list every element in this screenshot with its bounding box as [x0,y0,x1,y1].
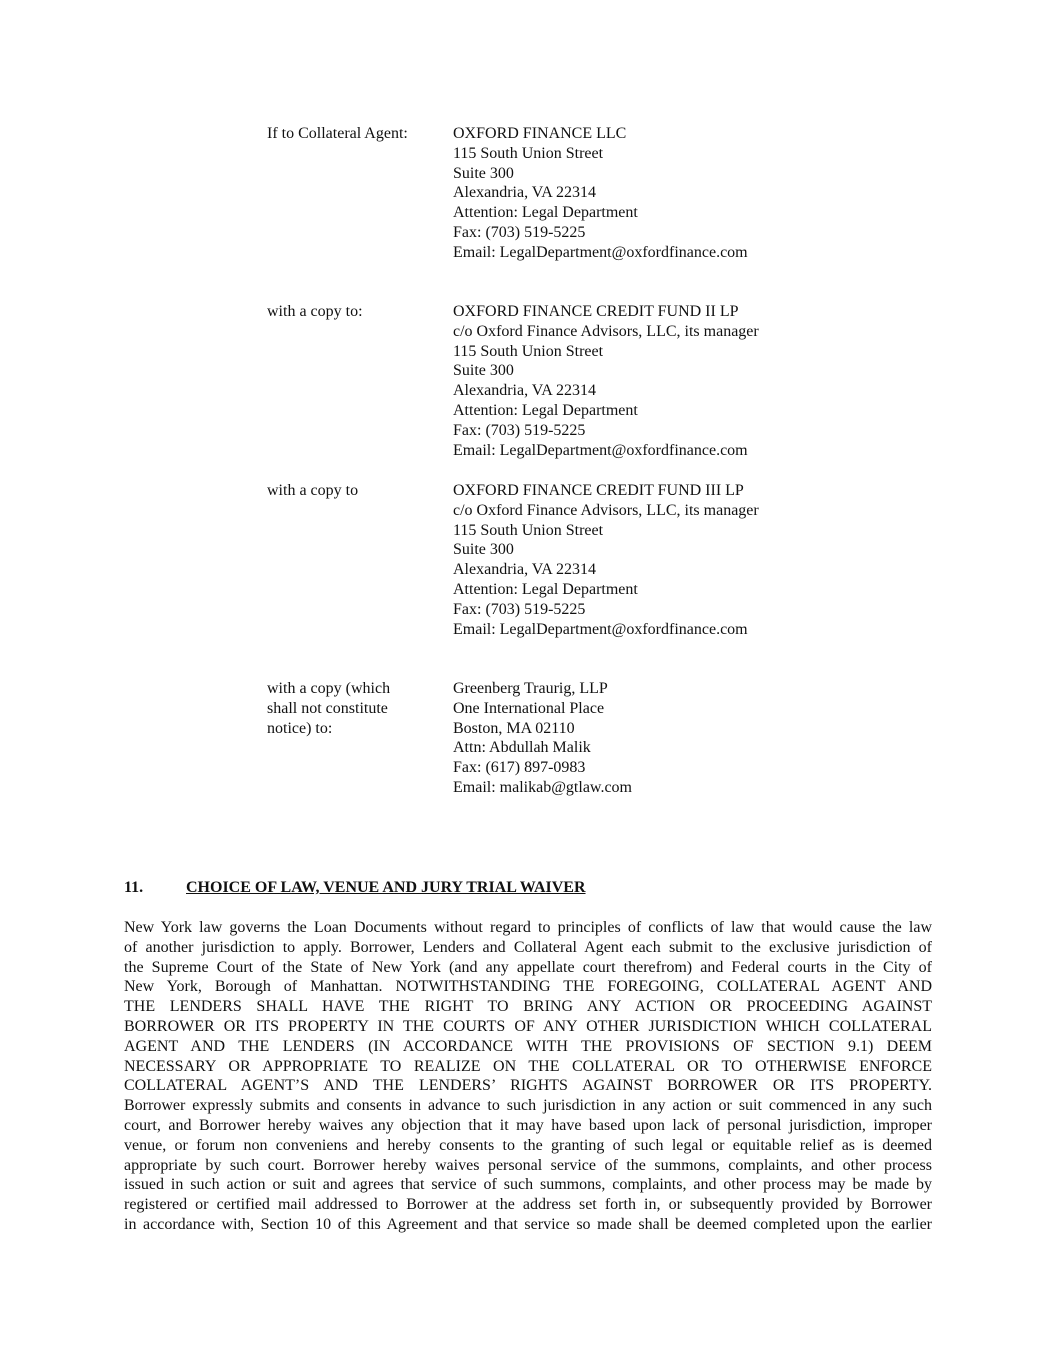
notice-label-line: with a copy (which [267,680,391,697]
address-line: Email: LegalDepartment@oxfordfinance.com [453,441,748,459]
address-line: 115 South Union Street [453,144,604,162]
paragraph-line: NECESSARY OR APPROPRIATE TO REALIZE ON THE COLLATERAL OR TO OTHERWISE ENFORCE [124,1057,932,1075]
notice-label [267,679,453,798]
paragraph-line: COLLATERAL AGENT’S AND THE LENDERS’ RIGHTS AGAINST BORROWER OR ITS PROPERTY. [124,1077,932,1095]
section-body-paragraph [124,918,932,1235]
address-line: OXFORD FINANCE CREDIT FUND II LP [453,303,739,320]
notice-label [267,124,453,263]
address-line: Attn: Abdullah Malik [453,739,591,757]
address-line: Attention: Legal Department [453,401,638,419]
address-line: Email: LegalDepartment@oxfordfinance.com [453,243,748,261]
paragraph-line: issued in such action or suit and agrees that service of such summons, complaints, and other process may be made by [124,1176,932,1194]
section-title: CHOICE OF LAW, VENUE AND JURY TRIAL WAIVER [186,879,586,896]
notice-block-collateral-agent [267,124,887,263]
address-line: Alexandria, VA 22314 [453,561,596,579]
address-line: 115 South Union Street [453,521,604,539]
notice-label-line: If to Collateral Agent: [267,125,408,142]
paragraph-line: registered or certified mail addressed to Borrower at the address set forth in, or subsequently provided by Borrower [124,1196,932,1214]
notice-address [453,481,887,639]
address-line: c/o Oxford Finance Advisors, LLC, its manager [453,501,759,519]
address-line: One International Place [453,699,605,717]
address-line: Greenberg Traurig, LLP [453,680,608,697]
address-line: Alexandria, VA 22314 [453,184,596,202]
address-line: Alexandria, VA 22314 [453,382,596,400]
paragraph-line: venue, or forum non conveniens and hereby consents to the granting of such legal or equitable relief as is deemed [124,1136,932,1154]
section-heading [124,878,586,898]
paragraph-line: court, and Borrower hereby waives any objection that it may have based upon lack of personal jurisdiction, improper [124,1116,932,1134]
address-line: Attention: Legal Department [453,580,638,598]
section-number: 11. [124,879,144,896]
notice-address [453,302,887,460]
address-line: Suite 300 [453,541,514,559]
address-line: Fax: (703) 519-5225 [453,223,586,241]
paragraph-line: in accordance with, Section 10 of this Agreement and that service so made shall be deemed completed upon the earlier [124,1215,932,1233]
address-line: 115 South Union Street [453,342,604,360]
address-line: Fax: (617) 897-0983 [453,759,586,777]
paragraph-line: the Supreme Court of the State of New York (and any appellate court therefrom) and Federal courts in the City of [124,958,932,976]
address-line: Email: LegalDepartment@oxfordfinance.com [453,620,748,638]
notice-label [267,481,453,639]
notice-label-line: with a copy to: [267,303,363,320]
address-line: c/o Oxford Finance Advisors, LLC, its manager [453,322,759,340]
address-line: Attention: Legal Department [453,204,638,222]
address-line: Suite 300 [453,362,514,380]
paragraph-line: New York law governs the Loan Documents without regard to principles of conflicts of law that would cause the law [124,919,932,936]
notice-label-line: notice) to: [267,719,333,737]
paragraph-line: New York, Borough of Manhattan. NOTWITHSTANDING THE FOREGOING, COLLATERAL AGENT AND [124,978,932,996]
paragraph-line: Borrower expressly submits and consents in advance to such jurisdiction in any action or suit commenced in any such [124,1097,932,1115]
paragraph-line: appropriate by such court. Borrower hereby waives personal service of the summons, complaints, and other process [124,1156,932,1174]
address-line: OXFORD FINANCE CREDIT FUND III LP [453,482,744,499]
notice-label [267,302,453,460]
address-line: Boston, MA 02110 [453,719,575,737]
address-line: Suite 300 [453,164,514,182]
notice-label-line: shall not constitute [267,699,388,717]
address-line: Fax: (703) 519-5225 [453,421,586,439]
notice-address [453,124,887,263]
address-line: Fax: (703) 519-5225 [453,600,586,618]
paragraph-line: of another jurisdiction to apply. Borrower, Lenders and Collateral Agent each submit to the exclusive jurisdiction of [124,938,932,956]
paragraph-line: THE LENDERS SHALL HAVE THE RIGHT TO BRING ANY ACTION OR PROCEEDING AGAINST [124,998,932,1016]
notice-block-copy-fund-ii [267,302,887,460]
notice-address [453,679,887,798]
paragraph-line: AGENT AND THE LENDERS (IN ACCORDANCE WITH THE PROVISIONS OF SECTION 9.1) DEEM [124,1037,932,1055]
notice-block-copy-counsel [267,679,887,798]
address-line: Email: malikab@gtlaw.com [453,778,632,796]
address-line: OXFORD FINANCE LLC [453,125,627,142]
paragraph-line: BORROWER OR ITS PROPERTY IN THE COURTS OF ANY OTHER JURISDICTION WHICH COLLATERAL [124,1017,932,1035]
notice-label-line: with a copy to [267,482,359,499]
notice-block-copy-fund-iii [267,481,887,639]
